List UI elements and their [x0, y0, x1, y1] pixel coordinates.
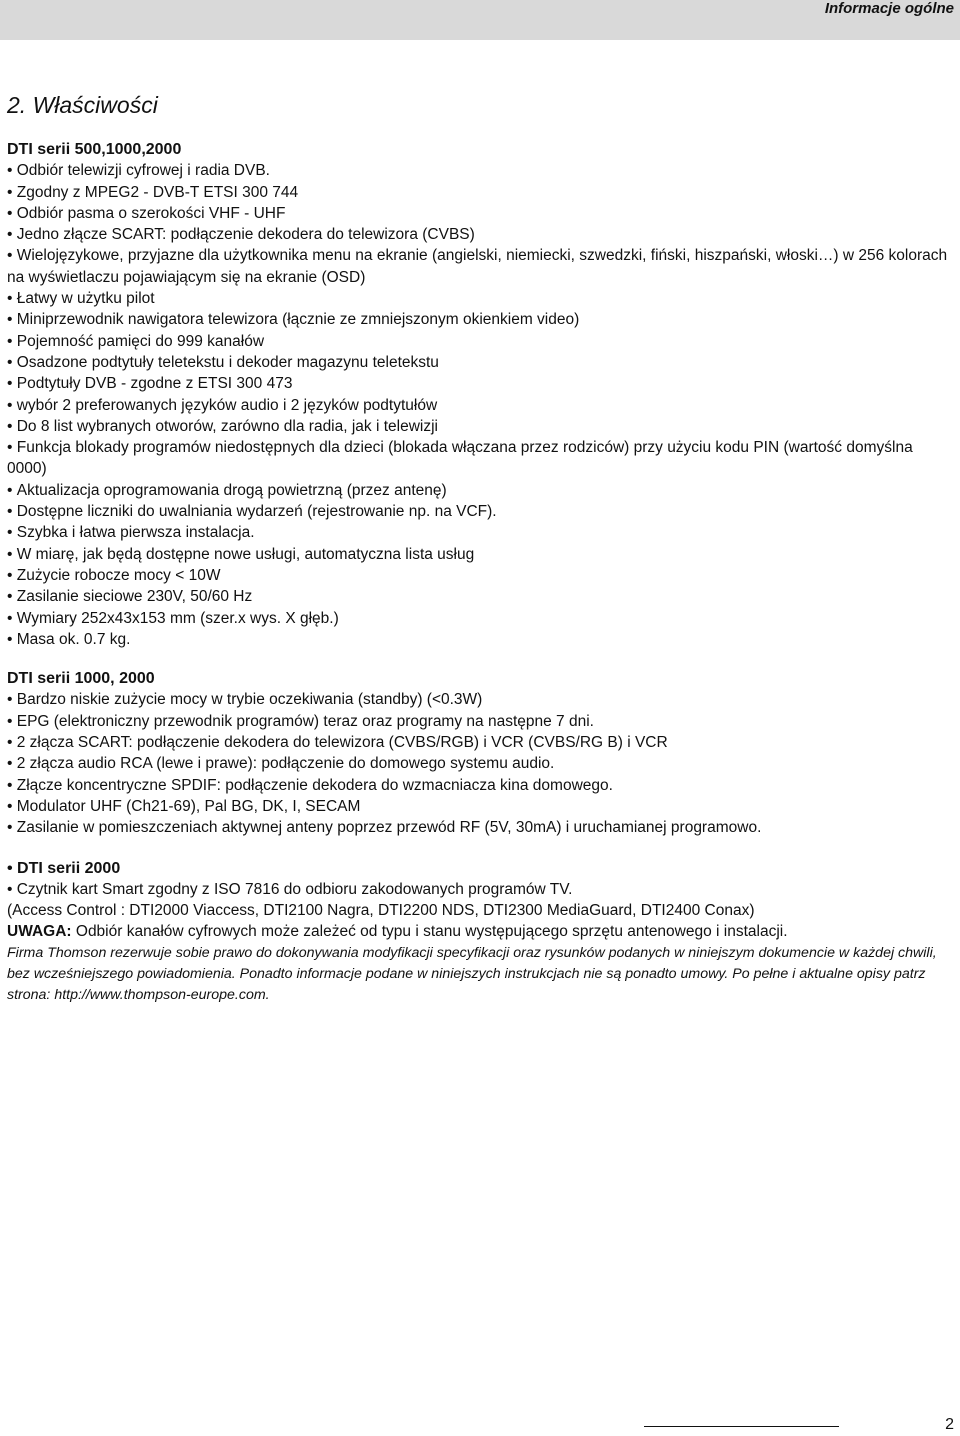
list-item: • Do 8 list wybranych otworów, zarówno dla radia, jak i telewizji	[7, 416, 952, 437]
list-item: • Podtytuły DVB - zgodne z ETSI 300 473	[7, 373, 952, 394]
warning-label: UWAGA:	[7, 923, 72, 941]
group2-title: DTI serii 1000, 2000	[7, 670, 155, 688]
access-control-line: (Access Control : DTI2000 Viaccess, DTI2100 Nagra, DTI2200 NDS, DTI2300 MediaGuard, DTI2400 Conax)	[7, 902, 755, 920]
list-item: • Modulator UHF (Ch21-69), Pal BG, DK, I, SECAM	[7, 796, 952, 817]
section-title: 2. Właściwości	[7, 92, 158, 118]
list-item: • Szybka i łatwa pierwsza instalacja.	[7, 522, 952, 543]
list-item: • Czytnik kart Smart zgodny z ISO 7816 do odbioru zakodowanych programów TV.	[7, 879, 952, 900]
header-label: Informacje ogólne	[824, 0, 954, 17]
group1-list	[7, 160, 952, 650]
list-item: • Zasilanie w pomieszczeniach aktywnej anteny poprzez przewód RF (5V, 30mA) i uruchamianej programowo.	[7, 817, 952, 838]
list-item: • Zasilanie sieciowe 230V, 50/60 Hz	[7, 586, 952, 607]
list-item: • Funkcja blokady programów niedostępnych dla dzieci (blokada włączana przez rodziców) przy użyciu kodu PIN (wartość domyślna 0000)	[7, 437, 952, 480]
list-item: • Złącze koncentryczne SPDIF: podłączenie dekodera do wzmacniacza kina domowego.	[7, 775, 952, 796]
footnote: Firma Thomson rezerwuje sobie prawo do dokonywania modyfikacji specyfikacji oraz rysunków podanych w niniejszym dokumencie w każdej chwili, bez wcześniejszego powiadomienia. Ponadto informacje podane w niniejszych instrukcjach nie są ponadto umowy. Po pełne i aktualne opisy patrz strona: http://www.thompson-europe.com.	[7, 944, 937, 1003]
group3-list	[7, 879, 952, 900]
list-item: • Aktualizacja oprogramowania drogą powietrzną (przez antenę)	[7, 480, 952, 501]
list-item: • Wielojęzykowe, przyjazne dla użytkownika menu na ekranie (angielski, niemiecki, szwedzki, fiński, hiszpański, włoski…) w 256 kolorach na wyświetlaczu pojawiającym się na ekranie (OSD)	[7, 245, 952, 288]
list-item: • Zużycie robocze mocy < 10W	[7, 565, 952, 586]
list-item: • Odbiór telewizji cyfrowej i radia DVB.	[7, 160, 952, 181]
list-item: • 2 złącza SCART: podłączenie dekodera do telewizora (CVBS/RGB) i VCR (CVBS/RG B) i VCR	[7, 732, 952, 753]
group1-title: DTI serii 500,1000,2000	[7, 141, 182, 158]
list-item: • Łatwy w użytku pilot	[7, 288, 952, 309]
group3-title: • DTI serii 2000	[7, 858, 952, 879]
list-item: • wybór 2 preferowanych języków audio i 2 języków podtytułów	[7, 395, 952, 416]
list-item: • Jedno złącze SCART: podłączenie dekodera do telewizora (CVBS)	[7, 224, 952, 245]
warning-text: Odbiór kanałów cyfrowych może zależeć od typu i stanu występującego sprzętu antenowego i instalacji.	[71, 923, 788, 941]
list-item: • Wymiary 252x43x153 mm (szer.x wys. X głęb.)	[7, 608, 952, 629]
list-item: • 2 złącza audio RCA (lewe i prawe): podłączenie do domowego systemu audio.	[7, 753, 952, 774]
list-item: • W miarę, jak będą dostępne nowe usługi, automatyczna lista usług	[7, 544, 952, 565]
warning-line	[7, 921, 952, 942]
footer-divider	[644, 1426, 839, 1427]
document-body	[7, 139, 952, 1006]
page-header	[0, 0, 960, 40]
list-item: • Odbiór pasma o szerokości VHF - UHF	[7, 203, 952, 224]
list-item: • EPG (elektroniczny przewodnik programów) teraz oraz programy na następne 7 dni.	[7, 711, 952, 732]
group2-list	[7, 689, 952, 838]
list-item: • Osadzone podtytuły teletekstu i dekoder magazynu teletekstu	[7, 352, 952, 373]
list-item: • Zgodny z MPEG2 - DVB-T ETSI 300 744	[7, 182, 952, 203]
list-item: • Bardzo niskie zużycie mocy w trybie oczekiwania (standby) (<0.3W)	[7, 689, 952, 710]
list-item: • Masa ok. 0.7 kg.	[7, 629, 952, 650]
list-item: • Miniprzewodnik nawigatora telewizora (łącznie ze zmniejszonym okienkiem video)	[7, 309, 952, 330]
list-item: • Pojemność pamięci do 999 kanałów	[7, 331, 952, 352]
list-item: • Dostępne liczniki do uwalniania wydarzeń (rejestrowanie np. na VCF).	[7, 501, 952, 522]
page-number: 2	[945, 1416, 954, 1433]
